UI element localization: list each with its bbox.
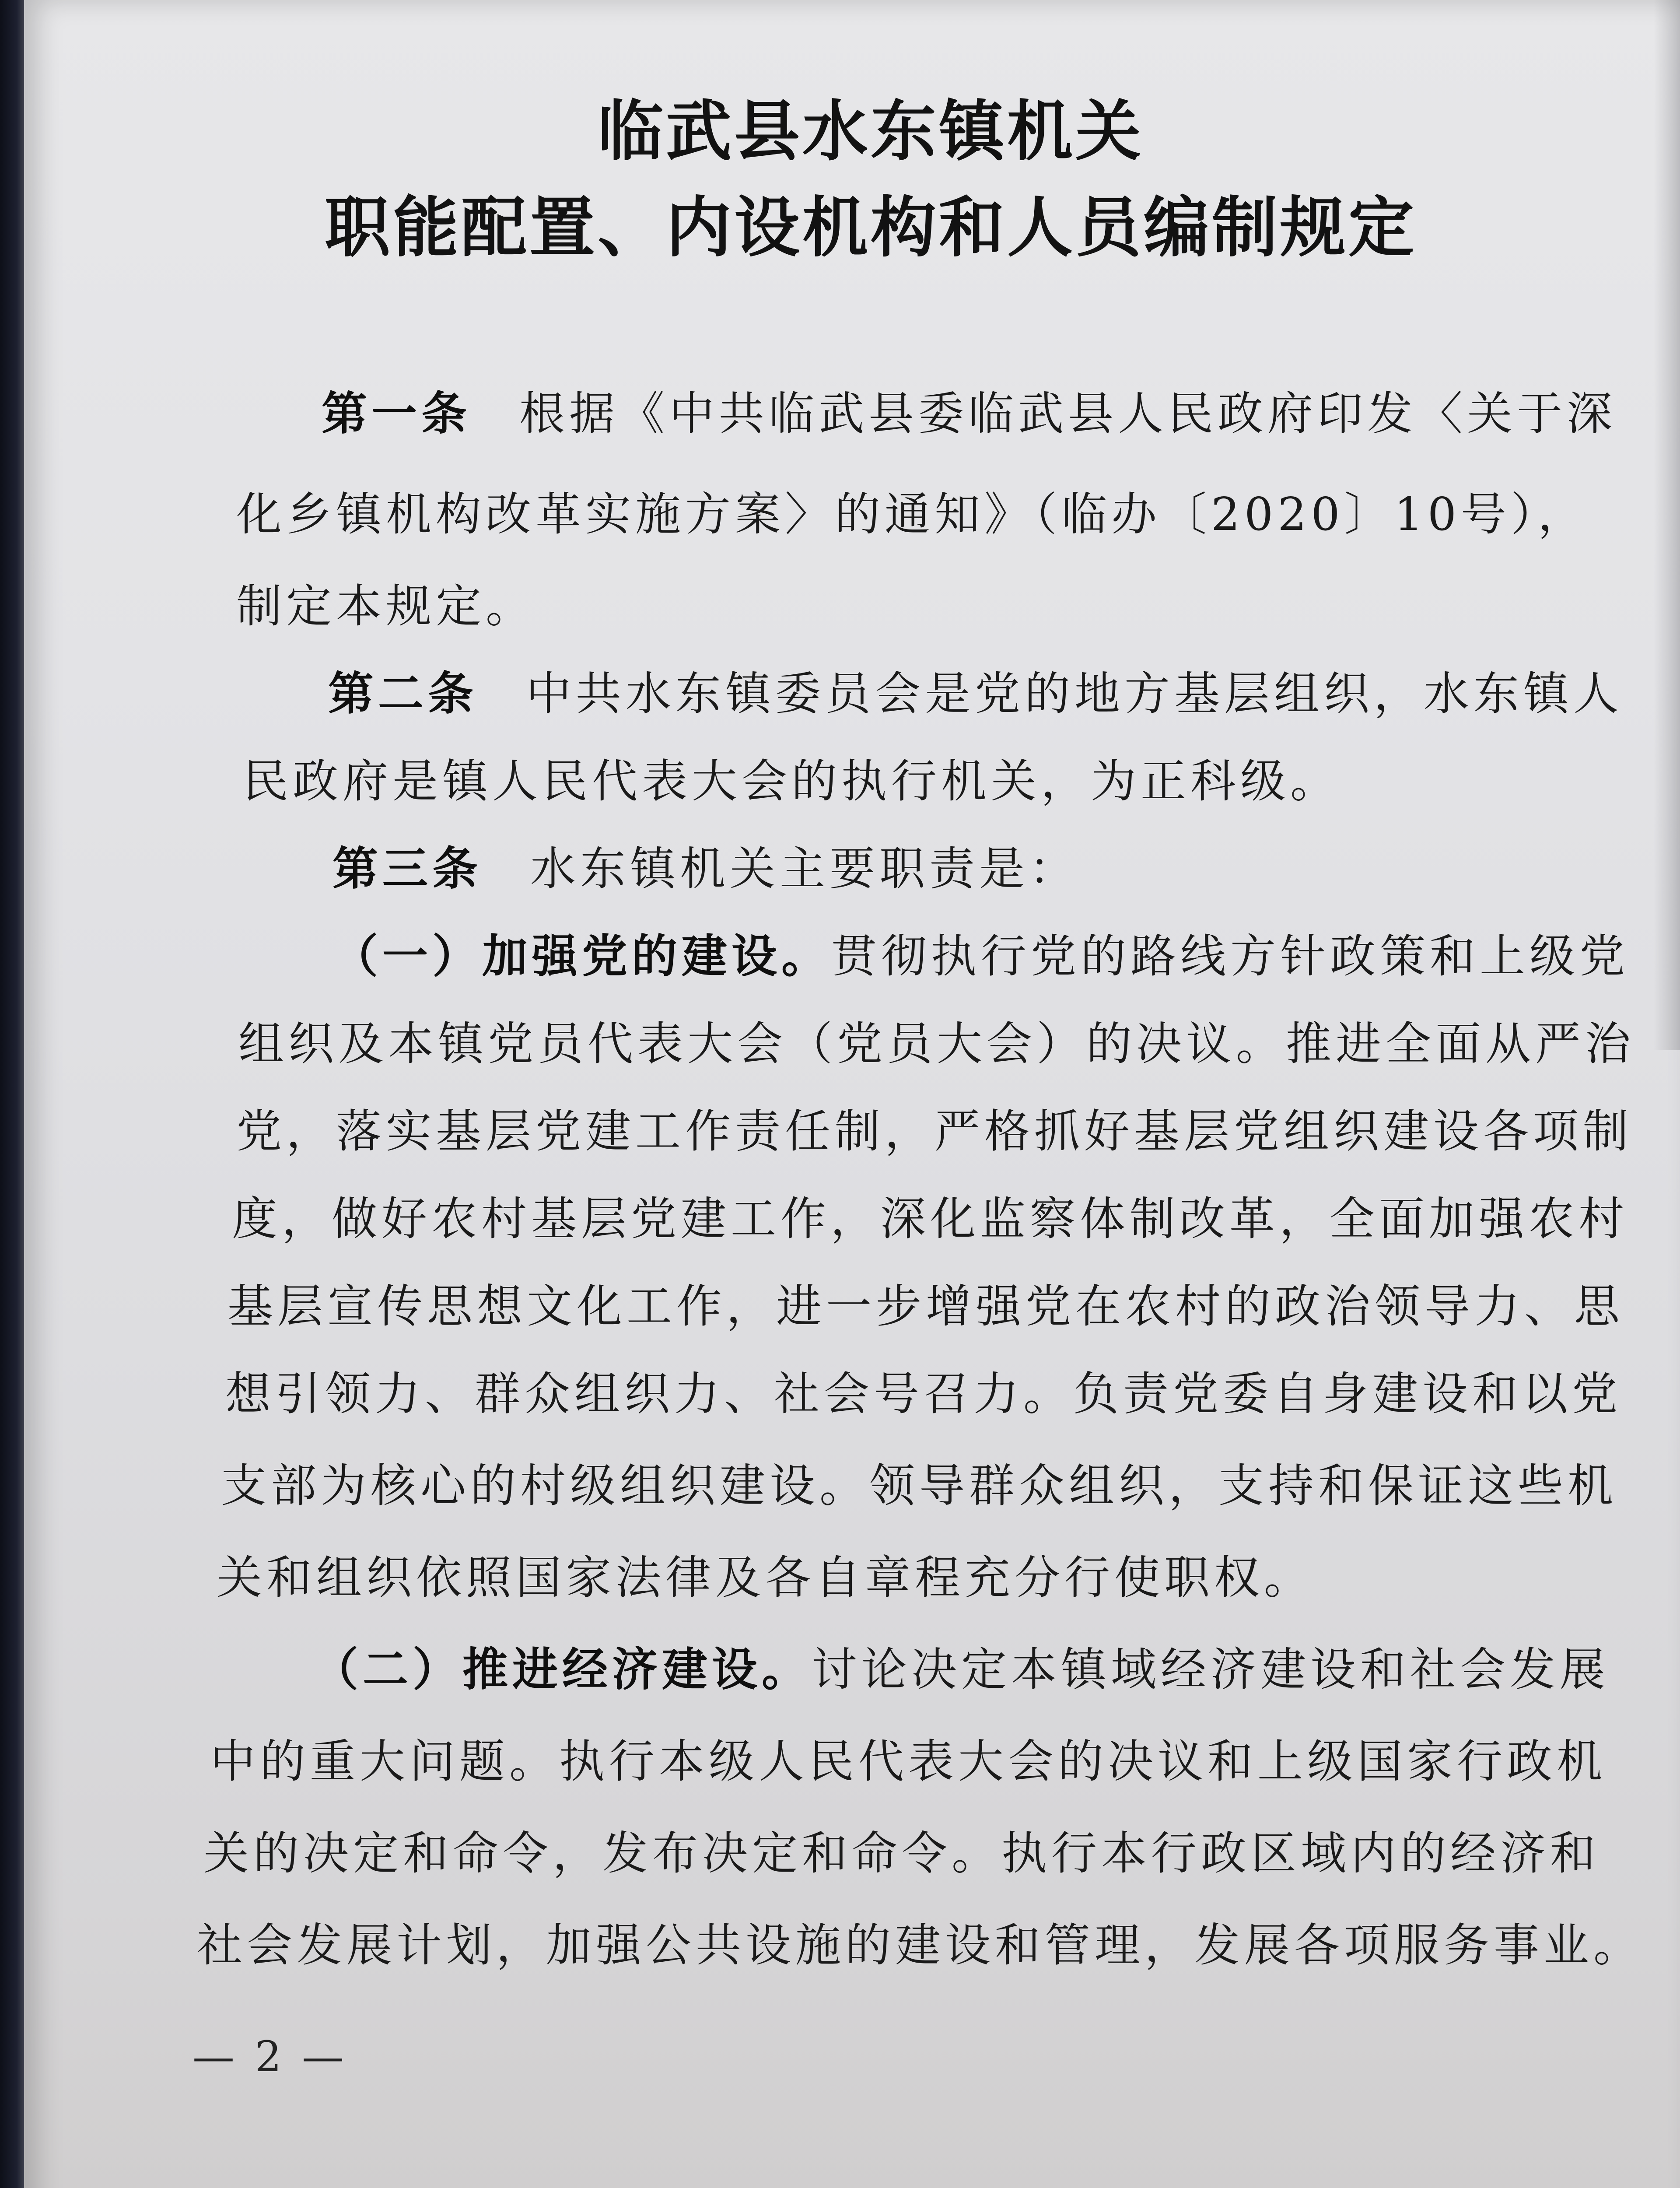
item2-text1: 讨论决定本镇域经济建设和社会发展 [812, 1643, 1610, 1696]
article1-text1: 根据《中共临武县委临武县人民政府印发〈关于深 [519, 387, 1617, 440]
item1-line6: 想引领力、群众组织力、社会号召力。负责党委自身建设和以党 [225, 1367, 1622, 1420]
item1-heading: （一）加强党的建设。 [332, 929, 832, 983]
article2-line2: 民政府是镇人民代表大会的执行机关，为正科级。 [243, 754, 1340, 808]
article3-text1: 水东镇机关主要职责是： [530, 842, 1079, 895]
article1-line2: 化乡镇机构改革实施方案〉的通知》（临办〔2020〕10号）， [236, 487, 1588, 541]
item2-line3: 关的决定和命令，发布决定和命令。执行本行政区域内的经济和 [203, 1827, 1600, 1880]
item1-line2: 组织及本镇党员代表大会（党员大会）的决议。推进全面从严治 [238, 1017, 1635, 1070]
item1-line3: 党，落实基层党建工作责任制，严格抓好基层党组织建设各项制 [236, 1105, 1633, 1158]
item2-line1 [313, 1642, 1610, 1696]
article1-label: 第一条 [322, 386, 472, 440]
article3-label: 第三条 [332, 842, 483, 895]
article2-line1 [328, 666, 1624, 720]
document-title-line2: 职能配置、内设机构和人员编制规定 [324, 189, 1417, 266]
article3-line1 [332, 842, 1079, 895]
item1-line1 [332, 929, 1630, 983]
item2-line4: 社会发展计划，加强公共设施的建设和管理，发展各项服务事业。 [197, 1918, 1644, 1972]
article1-line3: 制定本规定。 [236, 579, 536, 633]
item2-line2: 中的重大问题。执行本级人民代表大会的决议和上级国家行政机 [210, 1735, 1607, 1788]
article2-text1: 中共水东镇委员会是党的地方基层组织，水东镇人 [526, 667, 1624, 720]
item2-heading: （二）推进经济建设。 [313, 1642, 812, 1696]
item1-line4: 度，做好农村基层党建工作，深化监察体制改革，全面加强农村 [232, 1192, 1629, 1245]
article2-label: 第二条 [328, 666, 478, 720]
document-title-line1: 临武县水东镇机关 [597, 93, 1144, 170]
page-number: — 2 — [192, 2032, 348, 2081]
item1-line8: 关和组织依照国家法律及各自章程充分行使职权。 [217, 1551, 1314, 1604]
article1-line1 [322, 386, 1617, 440]
item1-line7: 支部为核心的村级组织建设。领导群众组织，支持和保证这些机 [221, 1459, 1618, 1512]
item1-line5: 基层宣传思想文化工作，进一步增强党在农村的政治领导力、思 [228, 1280, 1624, 1333]
item1-text1: 贯彻执行党的路线方针政策和上级党 [831, 929, 1630, 983]
